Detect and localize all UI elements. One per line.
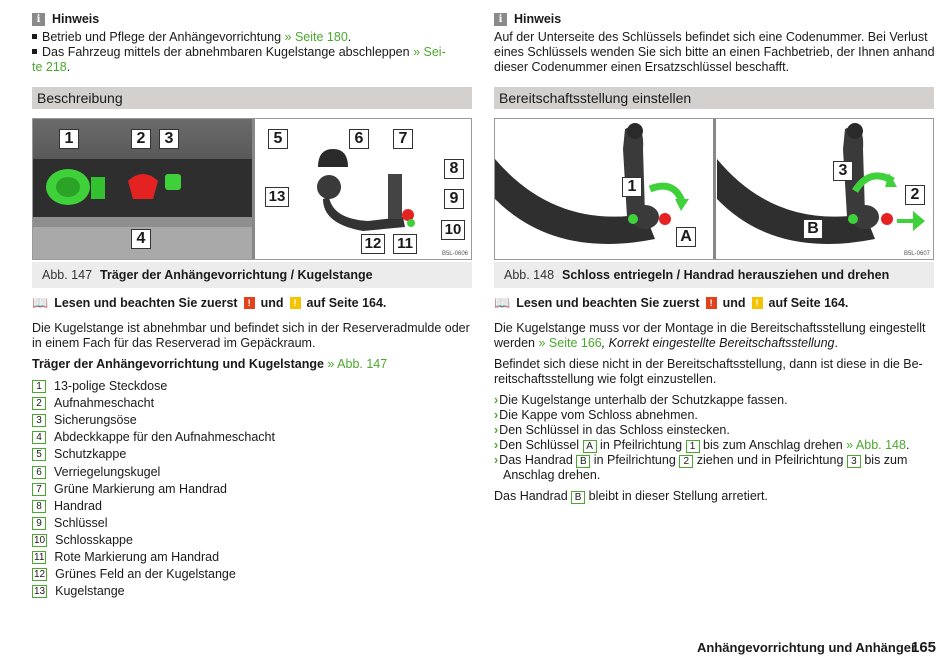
right-note-header <box>494 12 561 26</box>
legend-number: 8 <box>32 500 46 513</box>
right-p2-line-2: reitschaftsstellung wie folgt einzustellen. <box>494 372 717 386</box>
legend-text: Schutzkappe <box>54 447 127 462</box>
right-note-line-2: eines Schlüssels wenden Sie sich bitte an einen Fachbetrieb, der Ihnen anhand <box>494 45 935 59</box>
callout-f148-A: A <box>676 227 696 247</box>
callout-f148-3: 3 <box>833 161 853 181</box>
figure-147-code: B5L-0606 <box>441 251 468 257</box>
legend-text: Grünes Feld an der Kugelstange <box>55 567 236 582</box>
callout-f147-11: 11 <box>393 234 417 254</box>
callout-f147-6: 6 <box>349 129 369 149</box>
legend-number: 13 <box>34 586 46 598</box>
callout-f148-2: 2 <box>905 185 925 205</box>
legend-text: Rote Markierung am Handrad <box>54 550 220 564</box>
callout-f147-4: 4 <box>131 229 151 249</box>
right-p1-line-1: Die Kugelstange muss vor der Montage in die Bereitschaftsstellung eingestellt <box>494 321 926 335</box>
right-note-line-1: Auf der Unterseite des Schlüssels befindet sich eine Codenummer. Bei Verlust <box>494 30 928 44</box>
callout-f148-B: B <box>803 219 823 239</box>
left-sub-heading: Träger der Anhängevorrichtung und Kugelstange » Abb. 147 <box>32 357 388 371</box>
legend-text: Kugelstange <box>55 584 125 599</box>
legend-item <box>32 482 227 497</box>
callout-f147-13: 13 <box>265 187 289 207</box>
section-beschreibung: Beschreibung <box>32 87 472 109</box>
page-number: 165 <box>911 639 937 656</box>
link-seite-180[interactable]: » Seite 180 <box>284 30 348 44</box>
legend-item <box>32 396 154 411</box>
legend-item <box>32 447 126 462</box>
left-note-title: Hinweis <box>52 12 100 26</box>
right-final-line: Das Handrad B bleibt in dieser Stellung arretiert. <box>494 489 768 503</box>
callout-f147-7: 7 <box>393 129 413 149</box>
legend-item <box>32 567 236 582</box>
legend-number: 12 <box>34 569 46 581</box>
figure-147-caption <box>32 262 472 288</box>
left-note-line-1: Betrieb und Pflege der Anhängevorrichtung » Seite 180. <box>32 30 351 45</box>
legend-text: Schlüssel <box>54 515 108 530</box>
bullet-icon <box>32 49 37 54</box>
callout-f147-12: 12 <box>361 234 385 254</box>
figure-148-code: B5L-0607 <box>903 251 930 257</box>
right-p2-line-1: Befindet sich diese nicht in der Bereitschaftsstellung, dann ist diese in die Be- <box>494 357 923 371</box>
legend-item <box>32 516 108 531</box>
warning-red-icon: ! <box>706 297 717 309</box>
legend-number: 6 <box>32 466 46 479</box>
figure-148-title: Schloss entriegeln / Handrad herausziehen und drehen <box>562 268 890 282</box>
legend-item <box>32 533 133 548</box>
left-read-first: 📖 Lesen und beachten Sie zuerst ! und ! auf Seite 164. <box>32 295 387 310</box>
legend-item <box>32 379 167 394</box>
legend-item <box>32 584 125 599</box>
callout-f147-3: 3 <box>159 129 179 149</box>
book-icon: 📖 <box>494 295 511 310</box>
step-arrow-icon: › <box>494 453 499 467</box>
right-note-line-3: dieser Codenummer einen Ersatzschlüssel beschafft. <box>494 60 790 74</box>
callout-f147-1: 1 <box>59 129 79 149</box>
step-1: ›Die Kugelstange unterhalb der Schutzkappe fassen. <box>494 393 788 407</box>
left-note-line-2: Das Fahrzeug mittels der abnehmbaren Kugelstange abschleppen » Sei- <box>32 45 446 60</box>
figure-148-caption <box>494 262 934 288</box>
legend-number: 1 <box>32 380 46 393</box>
link-abb-147[interactable]: » Abb. 147 <box>327 357 388 371</box>
legend-text: Sicherungsöse <box>54 413 137 428</box>
legend-number: 11 <box>34 552 45 563</box>
step-arrow-icon: › <box>494 438 499 452</box>
footer-chapter: Anhängevorrichtung und Anhänger <box>697 640 917 655</box>
callout-f147-2: 2 <box>131 129 151 149</box>
info-icon: i <box>32 13 45 26</box>
left-intro-line-1: Die Kugelstange ist abnehmbar und befindet sich in der Reserveradmulde oder <box>32 321 470 335</box>
left-note-header <box>32 12 99 26</box>
info-icon: i <box>494 13 507 26</box>
legend-text: Handrad <box>54 498 102 513</box>
step-4: ›Den Schlüssel A in Pfeilrichtung 1 bis zum Anschlag drehen » Abb. 148. <box>494 438 910 452</box>
link-seite-166[interactable]: » Seite 166 <box>538 336 602 350</box>
legend-text: Grüne Markierung am Handrad <box>54 481 227 496</box>
callout-f147-5: 5 <box>268 129 288 149</box>
warning-yellow-icon: ! <box>752 297 763 309</box>
book-icon: 📖 <box>32 295 49 310</box>
legend-item <box>32 465 160 480</box>
link-seite-218-a[interactable]: » Sei- <box>413 45 446 59</box>
legend-number: 2 <box>32 397 46 410</box>
callout-f147-8: 8 <box>444 159 464 179</box>
figure-148-label: Abb. 148 <box>504 268 555 282</box>
step-3: ›Den Schlüssel in das Schloss einstecken. <box>494 423 730 437</box>
legend-number: 9 <box>32 517 46 530</box>
step-arrow-icon: › <box>494 423 499 437</box>
figure-148 <box>494 118 934 260</box>
warning-red-icon: ! <box>244 297 255 309</box>
left-note-line-3: te 218. <box>32 60 71 74</box>
section-bereitschaftsstellung: Bereitschaftsstellung einstellen <box>494 87 934 109</box>
callout-f148-1: 1 <box>622 177 642 197</box>
step-2: ›Die Kappe vom Schloss abnehmen. <box>494 408 698 422</box>
legend-item <box>32 499 102 514</box>
legend-number: 5 <box>32 448 46 461</box>
legend-item <box>32 550 219 565</box>
legend-text: Verriegelungskugel <box>54 464 161 479</box>
legend-text: Schlosskappe <box>55 532 133 547</box>
right-note-title: Hinweis <box>514 12 562 26</box>
step-5: ›Das Handrad B in Pfeilrichtung 2 ziehen und in Pfeilrichtung 3 bis zum <box>494 453 908 467</box>
legend-number: 7 <box>32 483 46 496</box>
legend-text: Abdeckkappe für den Aufnahmeschacht <box>54 430 275 445</box>
legend-number: 10 <box>34 534 46 546</box>
figure-148-illustration <box>495 119 934 260</box>
step-arrow-icon: › <box>494 393 499 407</box>
figure-147-label: Abb. 147 <box>42 268 93 282</box>
legend-text: 13-polige Steckdose <box>54 379 168 393</box>
link-seite-218-b[interactable]: te 218 <box>32 60 67 74</box>
step-5-continued: Anschlag drehen. <box>503 468 601 482</box>
legend-number: 3 <box>32 414 46 427</box>
left-intro-line-2: in einem Fach für das Reserverad im Gepäckraum. <box>32 336 316 350</box>
callout-f147-10: 10 <box>441 220 465 240</box>
figure-147 <box>32 118 472 260</box>
legend-item <box>32 430 275 445</box>
callout-f147-9: 9 <box>444 189 464 209</box>
link-abb-148[interactable]: » Abb. 148 <box>846 438 906 452</box>
figure-147-title: Träger der Anhängevorrichtung / Kugelstange <box>100 268 373 282</box>
legend-number: 4 <box>32 431 46 444</box>
warning-yellow-icon: ! <box>290 297 301 309</box>
right-p1-line-2: werden » Seite 166, Korrekt eingestellte Bereitschaftsstellung. <box>494 336 838 350</box>
legend-text: Aufnahmeschacht <box>54 396 155 411</box>
step-arrow-icon: › <box>494 408 499 422</box>
legend-item <box>32 413 137 428</box>
bullet-icon <box>32 34 37 39</box>
right-read-first: 📖 Lesen und beachten Sie zuerst ! und ! auf Seite 164. <box>494 295 849 310</box>
